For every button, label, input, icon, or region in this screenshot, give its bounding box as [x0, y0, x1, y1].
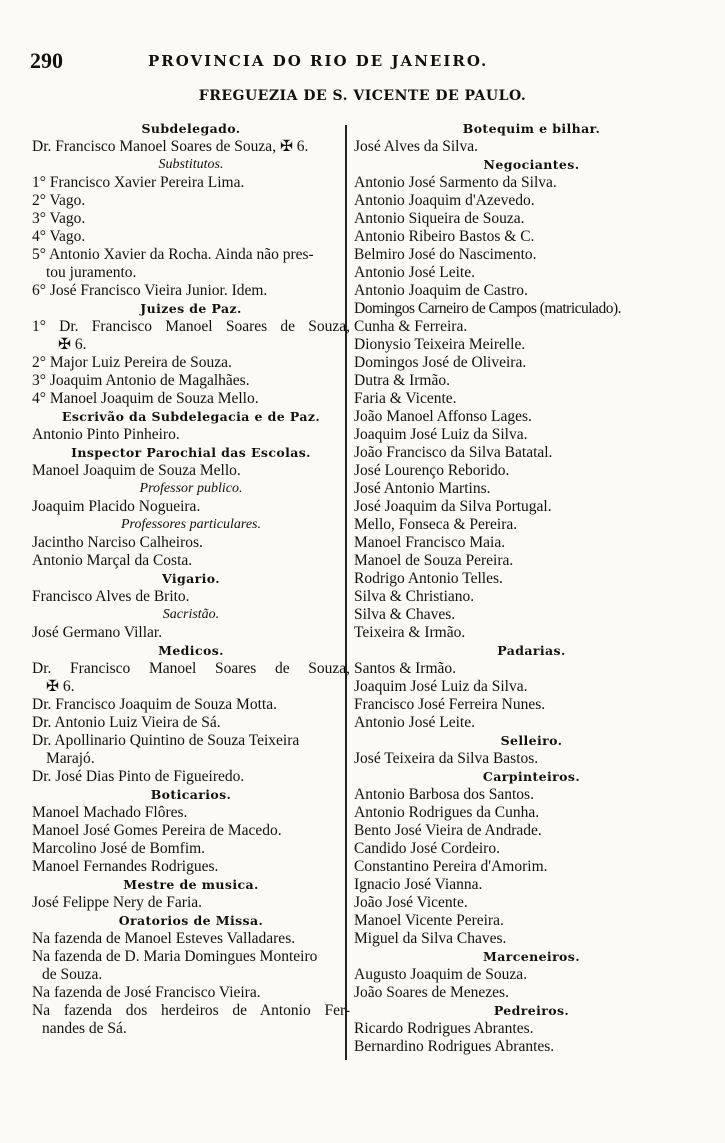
entry: José Felippe Nery de Faria. [32, 894, 203, 911]
entry-continuation: ✠ 6. [46, 678, 75, 695]
entry-continuation: de Souza. [42, 966, 103, 983]
entry: 2° Major Luiz Pereira de Souza. [32, 354, 232, 371]
entry: 4° Manoel Joaquim de Souza Mello. [32, 390, 259, 407]
right-column [354, 120, 709, 1056]
entry: Belmiro José do Nascimento. [354, 246, 537, 263]
entry: Manoel Vicente Pereira. [354, 912, 504, 929]
entry: Antonio José Leite. [354, 264, 475, 281]
section-heading: Boticarios. [150, 787, 232, 802]
entry: Francisco José Ferreira Nunes. [354, 696, 546, 713]
section-heading: Medicos. [158, 643, 224, 658]
subsection-heading: Sacristão. [162, 607, 220, 622]
entry: José Alves da Silva. [354, 138, 478, 155]
entry: Dr. Francisco Manoel Soares de Souza, [32, 660, 350, 677]
section-heading: Subdelegado. [141, 121, 241, 136]
entry: José Teixeira da Silva Bastos. [354, 750, 539, 767]
entry-continuation: tou juramento. [46, 264, 137, 281]
entry: 5° Antonio Xavier da Rocha. Ainda não pres- [32, 246, 314, 263]
entry: Augusto Joaquim de Souza. [354, 966, 528, 983]
entry: João Francisco da Silva Batatal. [354, 444, 553, 461]
section-heading: Pedreiros. [493, 1003, 570, 1018]
section-heading: Negociantes. [483, 157, 580, 172]
entry: Dr. José Dias Pinto de Figueiredo. [32, 768, 245, 785]
entry: Manoel José Gomes Pereira de Macedo. [32, 822, 282, 839]
entry: Constantino Pereira d'Amorim. [354, 858, 548, 875]
entry: Joaquim José Luiz da Silva. [354, 678, 528, 695]
entry: 6° José Francisco Vieira Junior. Idem. [32, 282, 268, 299]
entry: Na fazenda de Manoel Esteves Valladares. [32, 930, 296, 947]
entry: Joaquim José Luiz da Silva. [354, 426, 528, 443]
entry: Silva & Christiano. [354, 588, 475, 605]
entry: José Germano Villar. [32, 624, 163, 641]
entry: Faria & Vicente. [354, 390, 457, 407]
entry: João José Vicente. [354, 894, 468, 911]
section-heading: Vigario. [161, 571, 221, 586]
entry: José Antonio Martins. [354, 480, 491, 497]
entry: Francisco Alves de Brito. [32, 588, 190, 605]
entry: Dr. Apollinario Quintino de Souza Teixeira [32, 732, 300, 749]
section-heading: Carpinteiros. [482, 769, 581, 784]
entry: Antonio Siqueira de Souza. [354, 210, 525, 227]
entry: 4° Vago. [32, 228, 86, 245]
entry: Dr. Antonio Luiz Vieira de Sá. [32, 714, 221, 731]
entry: Manoel Fernandes Rodrigues. [32, 858, 219, 875]
section-heading: Padarias. [497, 643, 566, 658]
entry: Teixeira & Irmão. [354, 624, 466, 641]
entry: Manoel Joaquim de Souza Mello. [32, 462, 241, 479]
page-number: 290 [30, 48, 63, 73]
section-heading: Selleiro. [500, 733, 563, 748]
entry: Bento José Vieira de Andrade. [354, 822, 542, 839]
entry: Mello, Fonseca & Pereira. [354, 516, 518, 533]
subsection-heading: Professores particulares. [121, 517, 261, 532]
entry: Dionysio Teixeira Meirelle. [354, 336, 526, 353]
subsection-heading: Professor publico. [139, 481, 243, 496]
running-head: PROVINCIA DO RIO DE JANEIRO. [148, 52, 489, 70]
entry: João Soares de Menezes. [354, 984, 509, 1001]
entry: Antonio José Sarmento da Silva. [354, 174, 557, 191]
entry: Bernardino Rodrigues Abrantes. [354, 1038, 555, 1055]
entry: Ignacio José Vianna. [354, 876, 483, 893]
entry: Na fazenda dos herdeiros de Antonio Fer- [32, 1002, 350, 1019]
entry: 3° Vago. [32, 210, 86, 227]
entry: Domingos José de Oliveira. [354, 354, 527, 371]
section-heading: Escrivão da Subdelegacia e de Paz. [61, 409, 321, 424]
entry: Miguel da Silva Chaves. [354, 930, 507, 947]
entry: Antonio Barbosa dos Santos. [354, 786, 534, 803]
entry: Silva & Chaves. [354, 606, 456, 623]
entry: Marcolino José de Bomfim. [32, 840, 206, 857]
entry-continuation: ✠ 6. [58, 336, 87, 353]
entry: Santos & Irmão. [354, 660, 457, 677]
entry: Na fazenda de José Francisco Vieira. [32, 984, 261, 1001]
entry: Rodrigo Antonio Telles. [354, 570, 503, 587]
parish-title: FREGUEZIA DE S. VICENTE DE PAULO. [198, 88, 527, 104]
entry: Joaquim Placido Nogueira. [32, 498, 201, 515]
entry: Manoel Francisco Maia. [354, 534, 506, 551]
entry: Antonio Ribeiro Bastos & C. [354, 228, 535, 245]
entry-continuation: nandes de Sá. [42, 1020, 127, 1037]
entry: Dr. Francisco Manoel Soares de Souza, ✠ 6. [32, 138, 309, 155]
entry: Domingos Carneiro de Campos (matriculado). [354, 300, 621, 317]
entry: Cunha & Ferreira. [354, 318, 468, 335]
left-column [32, 120, 350, 1038]
entry: 2° Vago. [32, 192, 86, 209]
section-heading: Marceneiros. [483, 949, 580, 964]
section-heading: Mestre de musica. [123, 877, 259, 892]
entry: Manoel Machado Flôres. [32, 804, 188, 821]
entry: Antonio Pinto Pinheiro. [32, 426, 180, 443]
entry: Manoel de Souza Pereira. [354, 552, 514, 569]
entry: Antonio Marçal da Costa. [32, 552, 193, 569]
entry: João Manoel Affonso Lages. [354, 408, 532, 425]
entry: Jacintho Narciso Calheiros. [32, 534, 203, 551]
subsection-heading: Substitutos. [158, 157, 224, 172]
entry: Antonio Rodrigues da Cunha. [354, 804, 540, 821]
entry: Antonio Joaquim de Castro. [354, 282, 528, 299]
entry: Ricardo Rodrigues Abrantes. [354, 1020, 534, 1037]
section-heading: Botequim e bilhar. [462, 121, 601, 136]
section-heading: Oratorios de Missa. [118, 913, 264, 928]
entry: Dutra & Irmão. [354, 372, 450, 389]
entry: José Lourenço Reborido. [354, 462, 510, 479]
entry: Candido José Cordeiro. [354, 840, 500, 857]
entry: Antonio Joaquim d'Azevedo. [354, 192, 535, 209]
section-heading: Juizes de Paz. [140, 301, 242, 316]
entry: 1° Dr. Francisco Manoel Soares de Souza, [32, 318, 350, 335]
entry: Na fazenda de D. Maria Domingues Monteiro [32, 948, 318, 965]
entry: José Joaquim da Silva Portugal. [354, 498, 552, 515]
entry: Antonio José Leite. [354, 714, 475, 731]
entry: 3° Joaquim Antonio de Magalhães. [32, 372, 250, 389]
entry-continuation: Marajó. [46, 750, 95, 767]
section-heading: Inspector Parochial das Escolas. [71, 445, 311, 460]
entry: 1° Francisco Xavier Pereira Lima. [32, 174, 245, 191]
entry: Dr. Francisco Joaquim de Souza Motta. [32, 696, 277, 713]
